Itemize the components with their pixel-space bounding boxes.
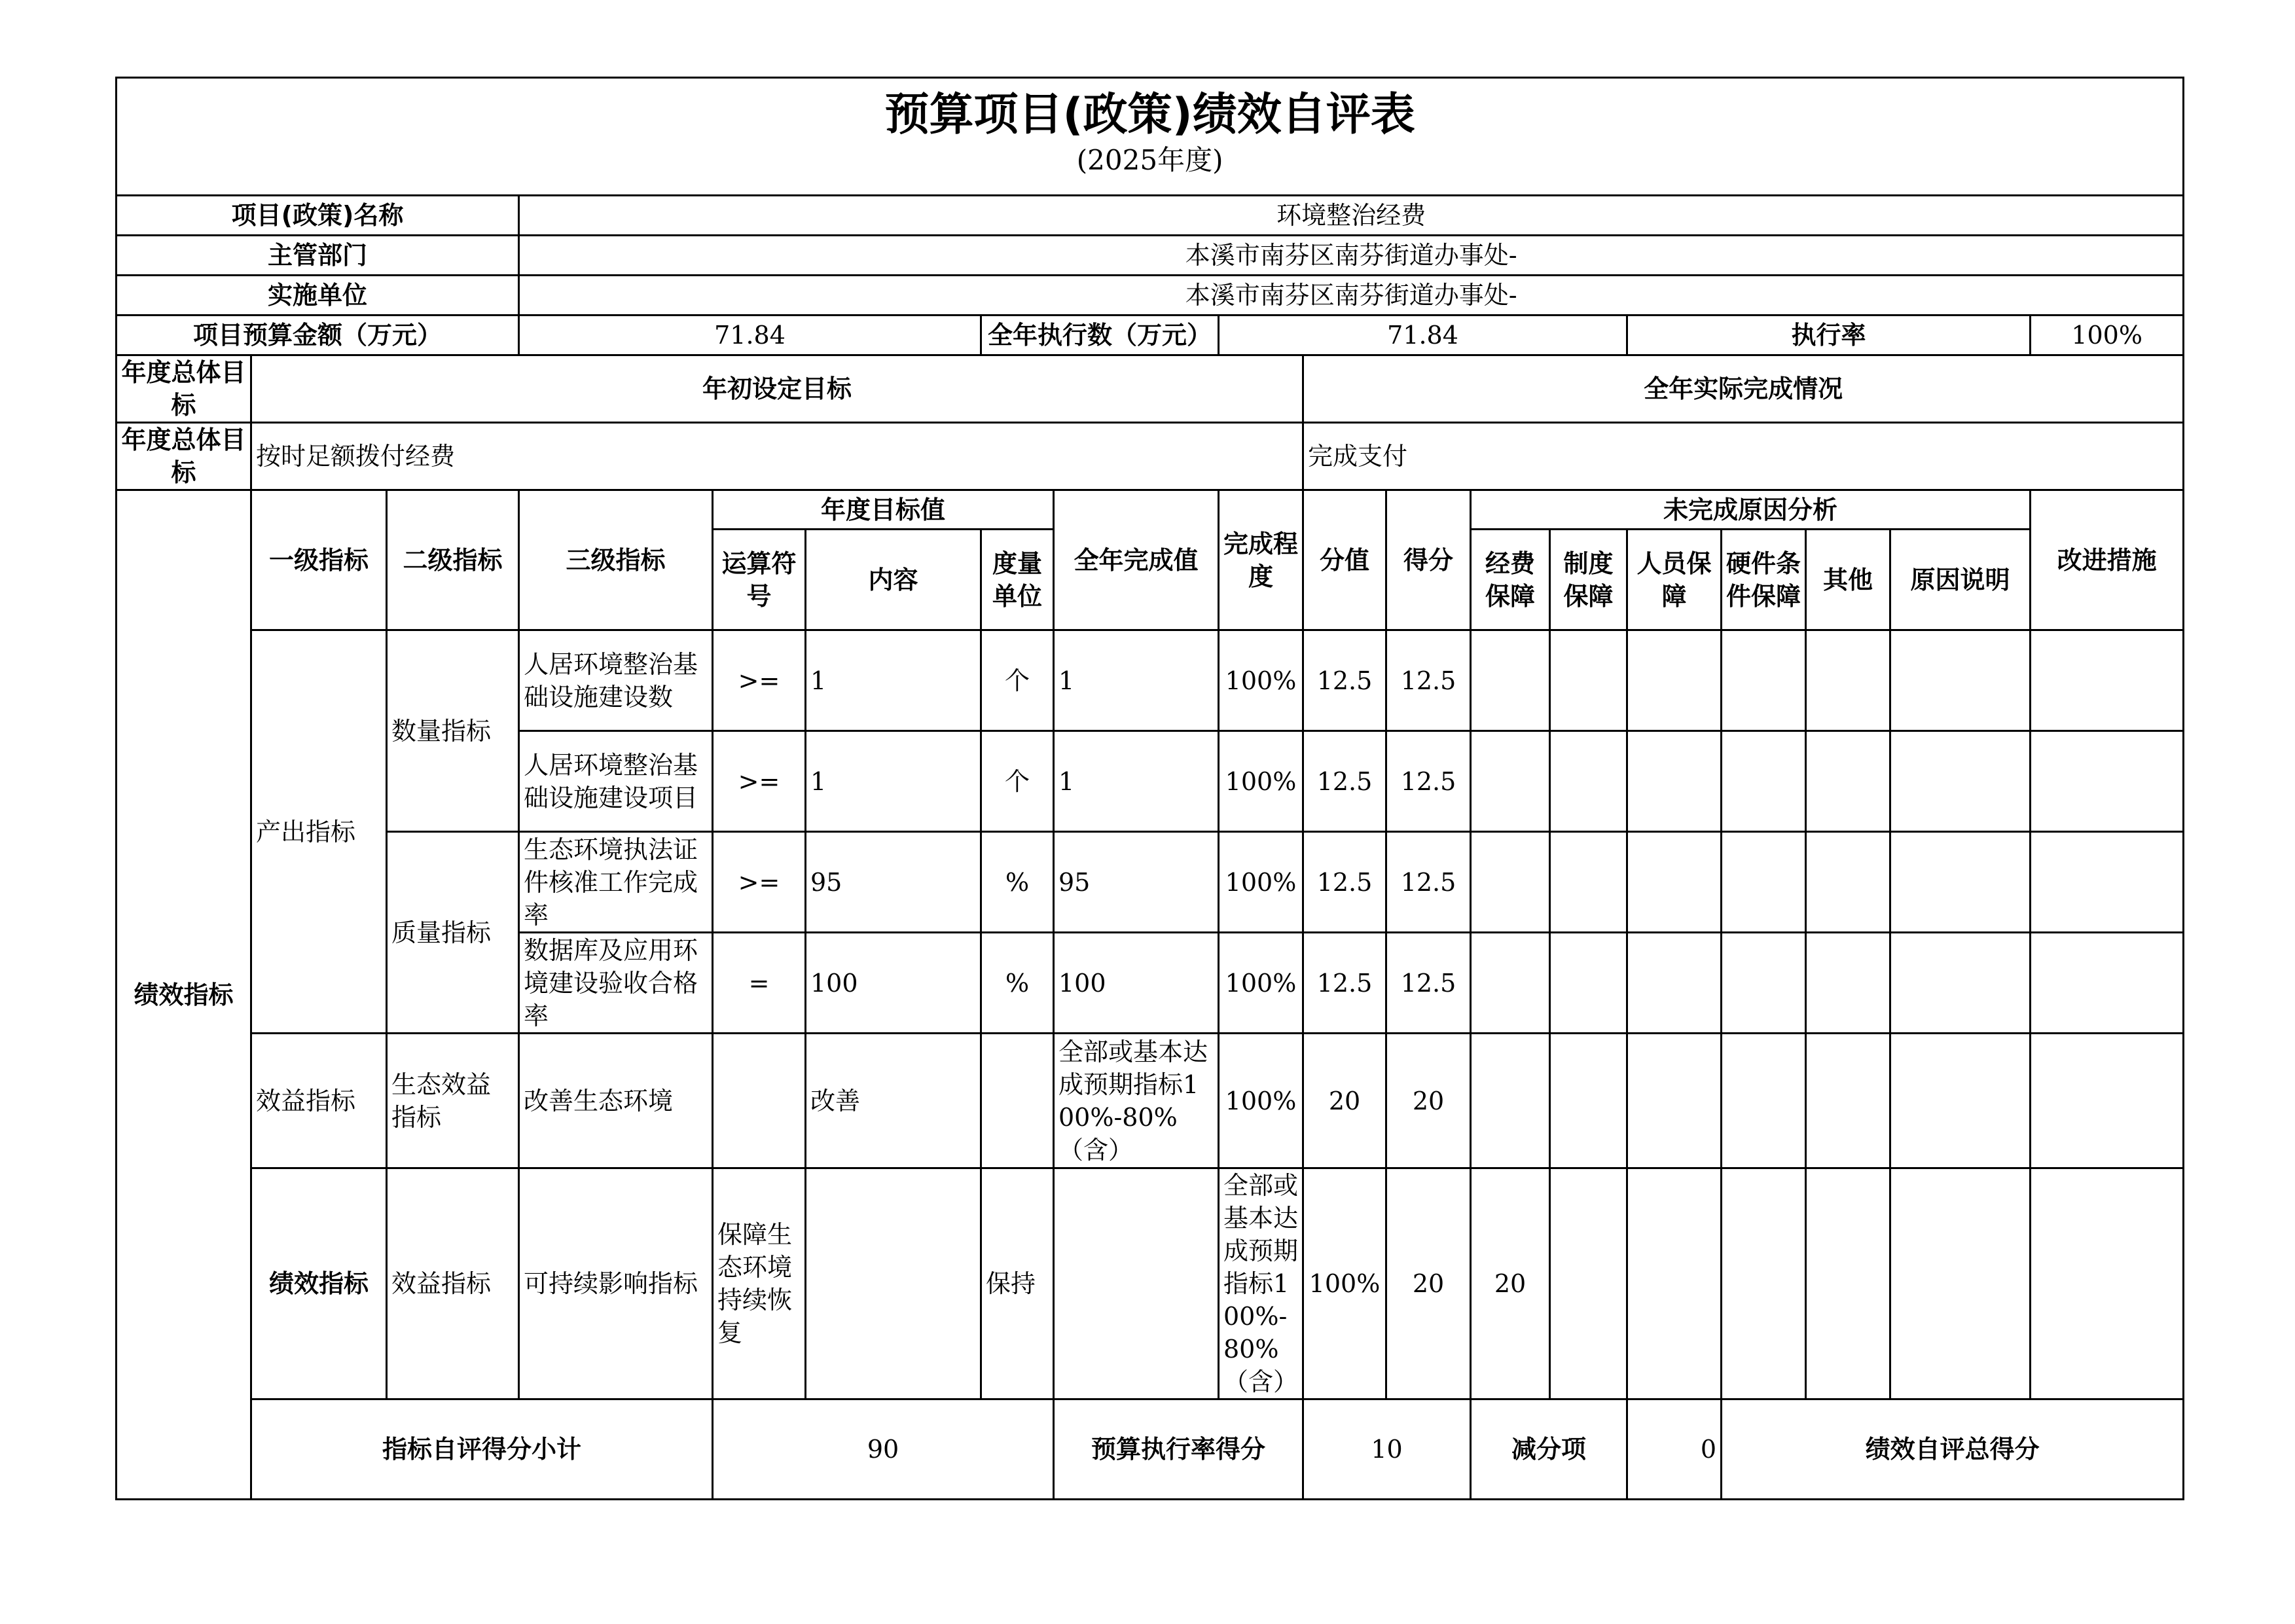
reason-funding-cell[interactable] — [1471, 630, 1550, 731]
evaluation-sheet — [115, 77, 2180, 1500]
reason-hardware-cell[interactable] — [1722, 832, 1806, 933]
benefit-indicator: 效益指标 — [387, 1168, 519, 1399]
unit-cell: 个 — [981, 630, 1054, 731]
target-group-header: 年度目标值 — [713, 490, 1054, 530]
score-cell: 20 — [1471, 1168, 1550, 1399]
evaluation-table — [115, 77, 2184, 1500]
reason-explain-cell[interactable] — [2031, 1168, 2184, 1399]
reason-funding-header: 经费保障 — [1471, 530, 1550, 630]
score-cell: 12.5 — [1386, 933, 1471, 1034]
score-cell: 12.5 — [1386, 832, 1471, 933]
content-cell: 改善 — [806, 1034, 981, 1168]
content-cell: 100 — [806, 933, 981, 1034]
reason-system-cell[interactable] — [1550, 933, 1627, 1034]
eco-indicator: 生态效益指标 — [387, 1034, 519, 1168]
operator-cell: >= — [713, 731, 806, 832]
reason-funding-cell[interactable] — [1471, 933, 1550, 1034]
annual-value-cell: 1 — [1054, 731, 1219, 832]
reason-hardware-cell[interactable] — [1722, 933, 1806, 1034]
reason-hardware-cell[interactable] — [1722, 630, 1806, 731]
reason-other-cell[interactable] — [1806, 1034, 1890, 1168]
executed-value: 71.84 — [1219, 316, 1627, 355]
improve-cell[interactable] — [2031, 832, 2184, 933]
reason-hardware-cell[interactable] — [1806, 1168, 1890, 1399]
operator-cell: >= — [713, 832, 806, 933]
reason-other-cell[interactable] — [1806, 933, 1890, 1034]
reason-funding-cell[interactable] — [1471, 1034, 1550, 1168]
reason-system-cell[interactable] — [1627, 1168, 1722, 1399]
content-header: 内容 — [806, 530, 981, 630]
content-cell: 95 — [806, 832, 981, 933]
perf-label-2: 绩效指标 — [251, 1168, 387, 1399]
reason-staff-cell[interactable] — [1627, 1034, 1722, 1168]
executed-label: 全年执行数（万元） — [981, 316, 1219, 355]
reason-staff-cell[interactable] — [1627, 832, 1722, 933]
indicator-name: 人居环境整治基础设施建设项目 — [519, 731, 713, 832]
exec-rate-value: 100% — [2031, 316, 2184, 355]
project-name-value: 环境整治经费 — [519, 196, 2184, 236]
reason-funding-cell[interactable] — [1550, 1168, 1627, 1399]
operator-cell: = — [713, 933, 806, 1034]
reason-explain-cell[interactable] — [1890, 832, 2031, 933]
reason-system-cell[interactable] — [1550, 1034, 1627, 1168]
output-indicator: 产出指标 — [251, 630, 387, 1034]
page-title: 预算项目(政策)绩效自评表 — [884, 89, 1415, 141]
subtotal-value: 90 — [713, 1399, 1054, 1500]
sustain-indicator: 可持续影响指标 — [519, 1168, 713, 1399]
unit-cell: % — [981, 832, 1054, 933]
improve-header: 改进措施 — [2031, 490, 2184, 630]
unit-header: 度量单位 — [981, 530, 1054, 630]
budget-score-label: 预算执行率得分 — [1054, 1399, 1303, 1500]
degree-header: 完成程度 — [1219, 490, 1303, 630]
annual-value-cell: 100 — [1054, 933, 1219, 1034]
annual-value-cell: 全部或基本达成预期指标100%-80%（含） — [1054, 1034, 1219, 1168]
reason-explain-cell[interactable] — [1890, 1034, 2031, 1168]
points-cell: 20 — [1386, 1168, 1471, 1399]
level2-header: 二级指标 — [387, 490, 519, 630]
operator-cell — [713, 1034, 806, 1168]
annual-value-cell: 1 — [1054, 630, 1219, 731]
indicator-name: 改善生态环境 — [519, 1034, 713, 1168]
degree-cell: 100% — [1219, 933, 1303, 1034]
goal-text: 按时足额拨付经费 — [251, 423, 1303, 490]
reason-funding-cell[interactable] — [1471, 832, 1550, 933]
deduct-value: 0 — [1627, 1399, 1722, 1500]
score-cell: 12.5 — [1386, 630, 1471, 731]
table-row — [117, 832, 2184, 933]
reason-funding-cell[interactable] — [1471, 731, 1550, 832]
level3-header: 三级指标 — [519, 490, 713, 630]
unit-label: 实施单位 — [117, 276, 519, 316]
reason-staff-cell[interactable] — [1627, 933, 1722, 1034]
content-cell: 1 — [806, 630, 981, 731]
reason-hardware-header: 硬件条件保障 — [1722, 530, 1806, 630]
operator-cell: >= — [713, 630, 806, 731]
reason-system-cell[interactable] — [1550, 630, 1627, 731]
actual-header: 全年实际完成情况 — [1303, 355, 2184, 423]
reason-other-cell[interactable] — [1806, 731, 1890, 832]
table-row — [117, 1168, 2184, 1399]
unit-value: 本溪市南芬区南芬街道办事处- — [519, 276, 2184, 316]
quantity-indicator: 数量指标 — [387, 630, 519, 832]
score-cell: 20 — [1386, 1034, 1471, 1168]
reason-system-cell[interactable] — [1550, 832, 1627, 933]
deduct-label: 减分项 — [1471, 1399, 1627, 1500]
degree-cell: 100% — [1219, 832, 1303, 933]
reason-explain-header: 原因说明 — [1890, 530, 2031, 630]
score-value-header: 分值 — [1303, 490, 1386, 630]
annual-value-cell: 95 — [1054, 832, 1219, 933]
content-cell: 1 — [806, 731, 981, 832]
reason-staff-cell[interactable] — [1627, 630, 1722, 731]
project-name-label: 项目(政策)名称 — [117, 196, 519, 236]
points-cell: 12.5 — [1303, 832, 1386, 933]
exec-rate-label: 执行率 — [1627, 316, 2031, 355]
unit-cell — [1054, 1168, 1219, 1399]
reason-other-header: 其他 — [1806, 530, 1890, 630]
unit-cell — [981, 1034, 1054, 1168]
initial-goal-header: 年初设定目标 — [251, 355, 1303, 423]
benefit-indicator: 效益指标 — [251, 1034, 387, 1168]
operator-header: 运算符号 — [713, 530, 806, 630]
points-cell: 12.5 — [1303, 731, 1386, 832]
quality-indicator: 质量指标 — [387, 832, 519, 1034]
title-cell — [117, 78, 2184, 196]
improve-cell[interactable] — [2031, 933, 2184, 1034]
degree-cell: 100% — [1219, 1034, 1303, 1168]
actual-text: 完成支付 — [1303, 423, 2184, 490]
score-cell: 12.5 — [1386, 731, 1471, 832]
indicator-name: 保障生态环境持续恢复 — [713, 1168, 806, 1399]
reason-system-header: 制度保障 — [1550, 530, 1627, 630]
unit-cell: % — [981, 933, 1054, 1034]
annual-value-header: 全年完成值 — [1054, 490, 1219, 630]
points-cell: 12.5 — [1303, 933, 1386, 1034]
total-label: 绩效自评总得分 — [1722, 1399, 2184, 1500]
points-cell: 12.5 — [1303, 630, 1386, 731]
reason-other-cell[interactable] — [1806, 832, 1890, 933]
goal-label-2: 年度总体目标 — [117, 423, 251, 490]
dept-value: 本溪市南芬区南芬街道办事处- — [519, 236, 2184, 276]
content-cell: 保持 — [981, 1168, 1054, 1399]
dept-label: 主管部门 — [117, 236, 519, 276]
improve-cell[interactable] — [2031, 630, 2184, 731]
level1-header: 一级指标 — [251, 490, 387, 630]
unit-cell: 个 — [981, 731, 1054, 832]
subtotal-label: 指标自评得分小计 — [251, 1399, 713, 1500]
reason-group-header: 未完成原因分析 — [1471, 490, 2031, 530]
perf-label-1: 绩效指标 — [117, 490, 251, 1500]
annual-value-cell: 全部或基本达成预期指标100%-80%（含） — [1219, 1168, 1303, 1399]
degree-cell: 100% — [1303, 1168, 1386, 1399]
operator-cell — [806, 1168, 981, 1399]
indicator-name: 人居环境整治基础设施建设数 — [519, 630, 713, 731]
year-label: (2025年度) — [1076, 144, 1223, 176]
improve-cell[interactable] — [2031, 1034, 2184, 1168]
goal-label-1: 年度总体目标 — [117, 355, 251, 423]
reason-staff-cell[interactable] — [1627, 731, 1722, 832]
reason-other-cell[interactable] — [1806, 630, 1890, 731]
score-header: 得分 — [1386, 490, 1471, 630]
degree-cell: 100% — [1219, 731, 1303, 832]
table-row — [117, 630, 2184, 731]
reason-staff-header: 人员保障 — [1627, 530, 1722, 630]
reason-explain-cell[interactable] — [1890, 630, 2031, 731]
indicator-name: 数据库及应用环境建设验收合格率 — [519, 933, 713, 1034]
reason-staff-cell[interactable] — [1722, 1168, 1806, 1399]
reason-system-cell[interactable] — [1550, 731, 1627, 832]
budget-label: 项目预算金额（万元） — [117, 316, 519, 355]
reason-explain-cell[interactable] — [1890, 933, 2031, 1034]
improve-cell[interactable] — [2031, 731, 2184, 832]
reason-hardware-cell[interactable] — [1722, 1034, 1806, 1168]
budget-value: 71.84 — [519, 316, 981, 355]
reason-other-cell[interactable] — [1890, 1168, 2031, 1399]
reason-explain-cell[interactable] — [1890, 731, 2031, 832]
budget-score-value: 10 — [1303, 1399, 1471, 1500]
reason-hardware-cell[interactable] — [1722, 731, 1806, 832]
degree-cell: 100% — [1219, 630, 1303, 731]
table-row — [117, 1034, 2184, 1168]
points-cell: 20 — [1303, 1034, 1386, 1168]
indicator-name: 生态环境执法证件核准工作完成率 — [519, 832, 713, 933]
